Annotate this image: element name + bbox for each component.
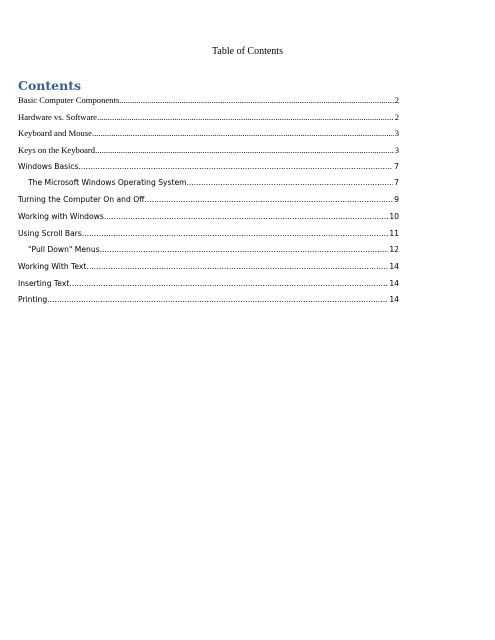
toc-entry-label: Basic Computer Components [18, 95, 120, 105]
toc-entry-basic-computer-components[interactable] [18, 94, 399, 111]
toc-entry-page-number: 7 [394, 161, 399, 171]
toc-entry-label: Working with Windows [18, 211, 104, 221]
dot-leader [144, 194, 393, 206]
toc-entry-page-number: 2 [394, 95, 399, 105]
dot-leader [78, 161, 393, 173]
toc-entry-inserting-text[interactable] [18, 278, 399, 295]
toc-entry-label: Hardware vs. Software [18, 111, 97, 122]
toc-entry-windows-basics[interactable] [18, 161, 399, 178]
toc-entry-turning-computer-on-off[interactable] [18, 194, 399, 211]
toc-entry-label: Keys on the Keyboard [18, 145, 96, 156]
toc-entry-page-number: 7 [394, 178, 399, 188]
dot-leader [100, 244, 389, 256]
dot-leader [104, 211, 389, 223]
toc-entry-keys-on-the-keyboard[interactable] [18, 144, 399, 161]
toc-entry-label: Keyboard and Mouse [18, 128, 92, 139]
toc-entry-label: Inserting Text [18, 278, 70, 288]
dot-leader [82, 228, 388, 240]
toc-entry-page-number: 3 [394, 145, 399, 156]
toc-entry-label: Using Scroll Bars [18, 228, 82, 238]
toc-entry-printing[interactable] [18, 294, 399, 311]
toc-entry-label: Working With Text [18, 261, 87, 271]
toc-entry-keyboard-and-mouse[interactable] [18, 127, 399, 144]
toc-entry-label: "Pull Down" Menus [28, 245, 100, 255]
toc-entry-label: The Microsoft Windows Operating System [28, 178, 187, 188]
toc-entry-page-number: 14 [389, 278, 399, 288]
toc-entry-label: Windows Basics [18, 161, 79, 171]
dot-leader [92, 127, 394, 139]
toc-entry-microsoft-windows-os[interactable] [18, 177, 399, 194]
toc-entry-pull-down-menus[interactable] [18, 244, 399, 261]
toc-entry-label: Printing [18, 295, 48, 305]
toc-entry-page-number: 9 [394, 195, 399, 205]
toc-entry-page-number: 3 [394, 128, 399, 139]
toc-entry-page-number: 10 [389, 211, 399, 221]
toc-entry-page-number: 14 [389, 295, 399, 305]
dot-leader [86, 261, 388, 273]
dot-leader [69, 278, 388, 290]
document-title: Table of Contents [212, 46, 283, 57]
dot-leader [187, 177, 394, 189]
toc-entry-page-number: 11 [389, 228, 399, 238]
toc-entry-page-number: 14 [389, 261, 399, 271]
dot-leader [47, 294, 388, 306]
dot-leader [97, 111, 394, 123]
toc-entry-page-number: 12 [389, 245, 399, 255]
toc-entry-hardware-vs-software[interactable] [18, 111, 399, 128]
table-of-contents [18, 94, 399, 311]
dot-leader [95, 144, 394, 156]
toc-entry-working-with-text[interactable] [18, 261, 399, 278]
toc-entry-label: Turning the Computer On and Off [18, 195, 145, 205]
toc-entry-using-scroll-bars[interactable] [18, 228, 399, 245]
contents-heading: Contents [18, 78, 82, 93]
toc-entry-working-with-windows[interactable] [18, 211, 399, 228]
toc-entry-page-number: 2 [394, 111, 399, 122]
dot-leader [119, 94, 393, 106]
